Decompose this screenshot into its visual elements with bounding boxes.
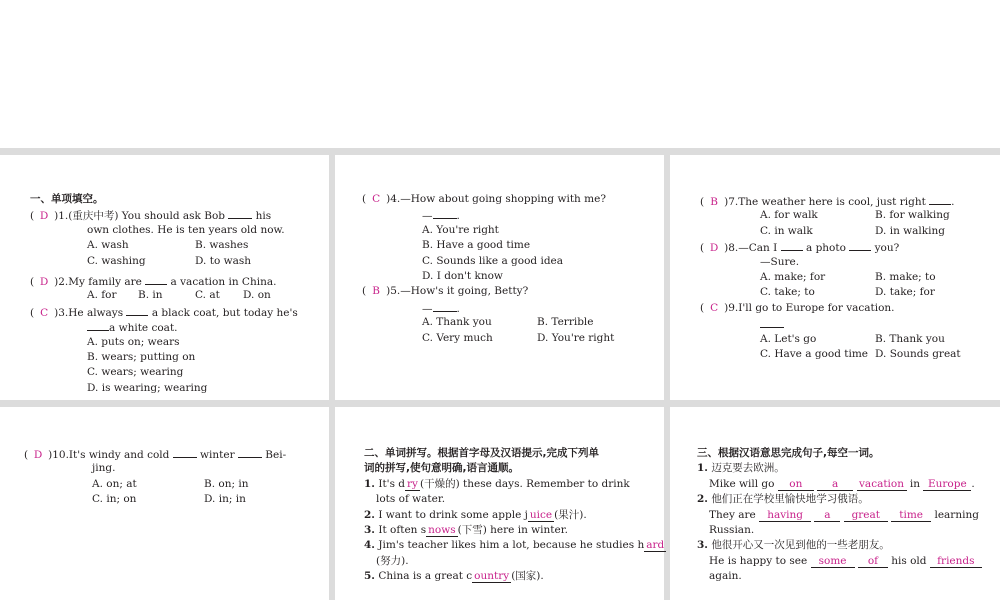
option-b: B. Terrible — [537, 316, 594, 329]
item-text: Jim's teacher likes him a lot, because he studies h — [378, 539, 645, 552]
question-stem: a photo — [805, 242, 846, 255]
option-d: D. is wearing; wearing — [87, 381, 208, 394]
answer: D — [709, 242, 719, 255]
option-d: D. I don't know — [422, 269, 503, 282]
question-stem: his — [255, 210, 272, 223]
question-stem: a vacation in China. — [170, 275, 277, 288]
item-text-cont: again. — [709, 570, 742, 583]
options-row — [30, 238, 325, 253]
option-c: C. Have a good time — [760, 347, 869, 360]
answer: C — [40, 306, 49, 319]
option-a: A. Thank you — [422, 316, 492, 329]
question-number: )1. — [54, 210, 69, 223]
answer: C — [372, 193, 381, 205]
answer: D — [39, 275, 49, 288]
panel-single-choice-1 — [30, 192, 325, 396]
item-text: his old — [891, 554, 927, 567]
item-text: I want to drink some apple j — [378, 508, 528, 521]
answer-fill: friends — [930, 555, 982, 568]
blank — [929, 193, 951, 205]
spelling-item-4 — [364, 538, 665, 553]
separator-col-1 — [329, 148, 335, 600]
answer: D — [39, 210, 49, 223]
spelling-item-2 — [364, 508, 659, 523]
reply-dash: — — [422, 210, 433, 223]
options-row — [362, 315, 657, 330]
question-3: ( C )3.He always a black coat, but today he's — [30, 304, 325, 319]
option-b: B. Thank you — [875, 332, 945, 345]
question-stem: a white coat. — [109, 322, 178, 335]
chinese-sentence: 迈克要去欧洲。 — [711, 462, 785, 475]
option-c: C. in; on — [92, 493, 137, 506]
option-b: B. in — [138, 289, 163, 302]
question-10: ( D )10.It's windy and cold winter Bei- — [24, 446, 324, 461]
item-text-cont: (努力). — [376, 554, 409, 567]
option-c: C. washing — [87, 254, 146, 267]
option-c: C. Sounds like a good idea — [422, 254, 564, 267]
option-d: D. on — [243, 289, 271, 302]
blank — [433, 207, 457, 219]
option-b: B. wears; putting on — [87, 350, 196, 363]
option-a: A. Let's go — [760, 332, 817, 345]
question-7: ( B )7.The weather here is cool, just right . — [700, 193, 995, 208]
blank — [433, 300, 457, 312]
item-text-cont: lots of water. — [376, 493, 446, 506]
question-number: )4. — [386, 193, 401, 205]
option-d: D. in; in — [204, 493, 246, 506]
sentence-1-chinese — [697, 461, 995, 476]
options-row — [30, 254, 325, 269]
option-c: C. at — [195, 289, 220, 302]
reply-line: —Sure. — [760, 255, 800, 268]
question-stem: own clothes. He is ten years old now. — [87, 223, 285, 236]
option-d: D. in walking — [875, 224, 945, 237]
item-number: 1. — [697, 462, 708, 475]
answer: C — [710, 301, 719, 314]
answer-fill: uice — [529, 508, 553, 521]
separator-top — [0, 148, 1000, 155]
option-b: B. on; in — [204, 477, 249, 490]
item-number: 2. — [697, 493, 708, 506]
options-row — [700, 224, 995, 239]
options-row — [700, 332, 995, 347]
question-source: (重庆中考) — [68, 210, 119, 223]
reply-line: — . — [362, 300, 657, 315]
question-stem: you? — [874, 242, 900, 255]
question-stem: The weather here is cool, just right — [738, 196, 926, 208]
item-text: It's d — [378, 477, 406, 490]
panel-single-choice-4 — [24, 446, 324, 508]
sentence-3-chinese — [697, 538, 995, 553]
item-text: these days. Remember to drink — [463, 477, 630, 490]
question-number: )7. — [724, 196, 739, 208]
question-number: )2. — [54, 275, 69, 288]
item-text: in — [909, 477, 920, 490]
item-text: Mike will go — [709, 477, 775, 490]
option-c: C. take; to — [760, 286, 815, 299]
option-a: A. make; for — [760, 270, 826, 283]
options-row — [700, 285, 995, 300]
options-row — [362, 331, 657, 346]
section-heading: 三、根据汉语意思完成句子,每空一词。 — [697, 447, 880, 459]
item-text-cont: Russian. — [709, 523, 755, 536]
section-heading: 二、单词拼写。根据首字母及汉语提示,完成下列单 — [364, 447, 599, 459]
sentence-3-english — [697, 554, 995, 569]
answer-fill: having — [759, 509, 811, 522]
option-b: B. for walking — [875, 209, 950, 222]
answer-fill: a — [817, 478, 853, 491]
sentence-2-english — [697, 508, 995, 523]
answer-fill: time — [891, 509, 931, 522]
options-row — [30, 288, 325, 303]
question-stem: winter — [200, 449, 235, 461]
option-a: A. for walk — [760, 209, 818, 222]
item-number: 5. — [364, 570, 375, 583]
chinese-sentence: 他很开心又一次见到他的一些老朋友。 — [711, 539, 890, 552]
question-4: ( C )4.—How about going shopping with me? — [362, 192, 657, 207]
spelling-item-5 — [364, 569, 659, 584]
blank — [87, 319, 109, 331]
section-heading-cont: 词的拼写,使句意明确,语言通顺。 — [364, 462, 519, 475]
answer-fill: vacation — [857, 478, 907, 491]
chinese-hint: (国家). — [511, 570, 544, 583]
question-8: ( D )8.—Can I a photo you? — [700, 239, 995, 254]
reply-line: — . — [362, 207, 657, 222]
item-number: 1. — [364, 477, 375, 490]
sentence-1-english — [697, 477, 995, 492]
top-blank-area — [0, 0, 1000, 148]
question-number: )10. — [48, 449, 69, 461]
option-d: D. to wash — [195, 254, 251, 267]
option-b: B. make; to — [875, 270, 936, 283]
spelling-item-1 — [364, 477, 659, 492]
answer: B — [372, 285, 380, 298]
chinese-hint: (果汁). — [554, 508, 587, 521]
question-stem: jing. — [92, 462, 116, 475]
reply-dash: — — [422, 302, 433, 315]
question-2: ( D )2.My family are a vacation in China. — [30, 273, 325, 288]
answer-fill: of — [858, 555, 888, 568]
blank — [228, 207, 252, 219]
chinese-hint: (下雪) — [457, 523, 487, 536]
item-text: China is a great c — [378, 570, 473, 583]
panel-single-choice-2 — [362, 192, 657, 346]
blank — [760, 316, 784, 328]
question-stem: I'll go to Europe for vacation. — [738, 301, 895, 314]
options-row — [700, 208, 995, 223]
question-number: )5. — [386, 285, 401, 298]
answer-fill: on — [778, 478, 814, 491]
answer-fill: Europe — [923, 478, 971, 491]
options-row — [700, 347, 995, 362]
answer-fill: some — [811, 555, 855, 568]
panel-spelling — [364, 446, 665, 585]
item-number: 4. — [364, 539, 375, 552]
item-text: They are — [709, 508, 756, 521]
options-row — [700, 270, 995, 285]
option-d: D. Sounds great — [875, 347, 961, 360]
option-c: C. Very much — [422, 331, 493, 344]
options-row — [24, 477, 324, 492]
option-c: C. in walk — [760, 224, 813, 237]
panel-single-choice-3 — [700, 193, 995, 362]
answer-fill: ountry — [474, 570, 510, 583]
option-a: A. wash — [87, 239, 129, 252]
question-stem: It's windy and cold — [68, 449, 170, 461]
option-c: C. wears; wearing — [87, 366, 184, 379]
separator-col-2 — [664, 148, 670, 600]
option-d: D. You're right — [537, 331, 615, 344]
reply-line — [700, 316, 995, 331]
question-stem: My family are — [68, 275, 142, 288]
sentence-2-chinese — [697, 492, 995, 507]
option-a: A. puts on; wears — [87, 335, 180, 348]
item-number: 2. — [364, 508, 375, 521]
question-stem: He always — [68, 306, 124, 319]
answer-fill: nows — [428, 523, 456, 536]
item-text: here in winter. — [490, 523, 568, 536]
question-stem: —How about going shopping with me? — [400, 193, 606, 205]
section-heading: 一、单项填空。 — [30, 193, 104, 205]
answer-fill: ry — [407, 477, 418, 490]
option-a: A. You're right — [422, 223, 499, 236]
blank — [849, 239, 871, 251]
question-stem: a black coat, but today he's — [151, 306, 298, 319]
question-number: )8. — [724, 242, 739, 255]
option-b: B. washes — [195, 239, 249, 252]
chinese-hint: (干燥的) — [419, 477, 460, 490]
question-stem-cont — [30, 319, 325, 334]
option-a: A. on; at — [92, 477, 137, 490]
item-number: 3. — [697, 539, 708, 552]
item-number: 3. — [364, 523, 375, 536]
answer-fill: great — [844, 509, 888, 522]
item-text: learning — [934, 508, 979, 521]
question-number: )9. — [724, 301, 739, 314]
blank — [145, 273, 167, 285]
question-stem: Bei- — [265, 449, 287, 461]
answer-fill: ard — [646, 539, 665, 552]
question-stem: —How's it going, Betty? — [400, 285, 529, 298]
question-5: ( B )5.—How's it going, Betty? — [362, 284, 657, 299]
option-a: A. for — [87, 289, 117, 302]
item-text: It often s — [378, 523, 427, 536]
panel-complete-sentences — [697, 446, 995, 585]
options-row — [24, 492, 324, 507]
item-text: . — [971, 477, 975, 490]
question-stem: You should ask Bob — [121, 210, 225, 223]
question-number: )3. — [54, 306, 69, 319]
answer-fill: a — [814, 509, 840, 522]
blank — [238, 446, 262, 458]
question-stem: —Can I — [738, 242, 778, 255]
option-d: D. take; for — [875, 286, 935, 299]
option-b: B. Have a good time — [422, 239, 531, 252]
question-9: ( C )9.I'll go to Europe for vacation. — [700, 301, 995, 316]
separator-middle — [0, 400, 1000, 407]
spelling-item-3 — [364, 523, 659, 538]
blank — [173, 446, 197, 458]
answer: D — [33, 449, 43, 461]
item-text: He is happy to see — [709, 554, 808, 567]
blank — [781, 239, 803, 251]
blank — [126, 304, 148, 316]
question-1: ( D )1.(重庆中考) You should ask Bob his — [30, 207, 325, 222]
answer: B — [710, 196, 718, 208]
chinese-sentence: 他们正在学校里愉快地学习俄语。 — [711, 493, 869, 506]
